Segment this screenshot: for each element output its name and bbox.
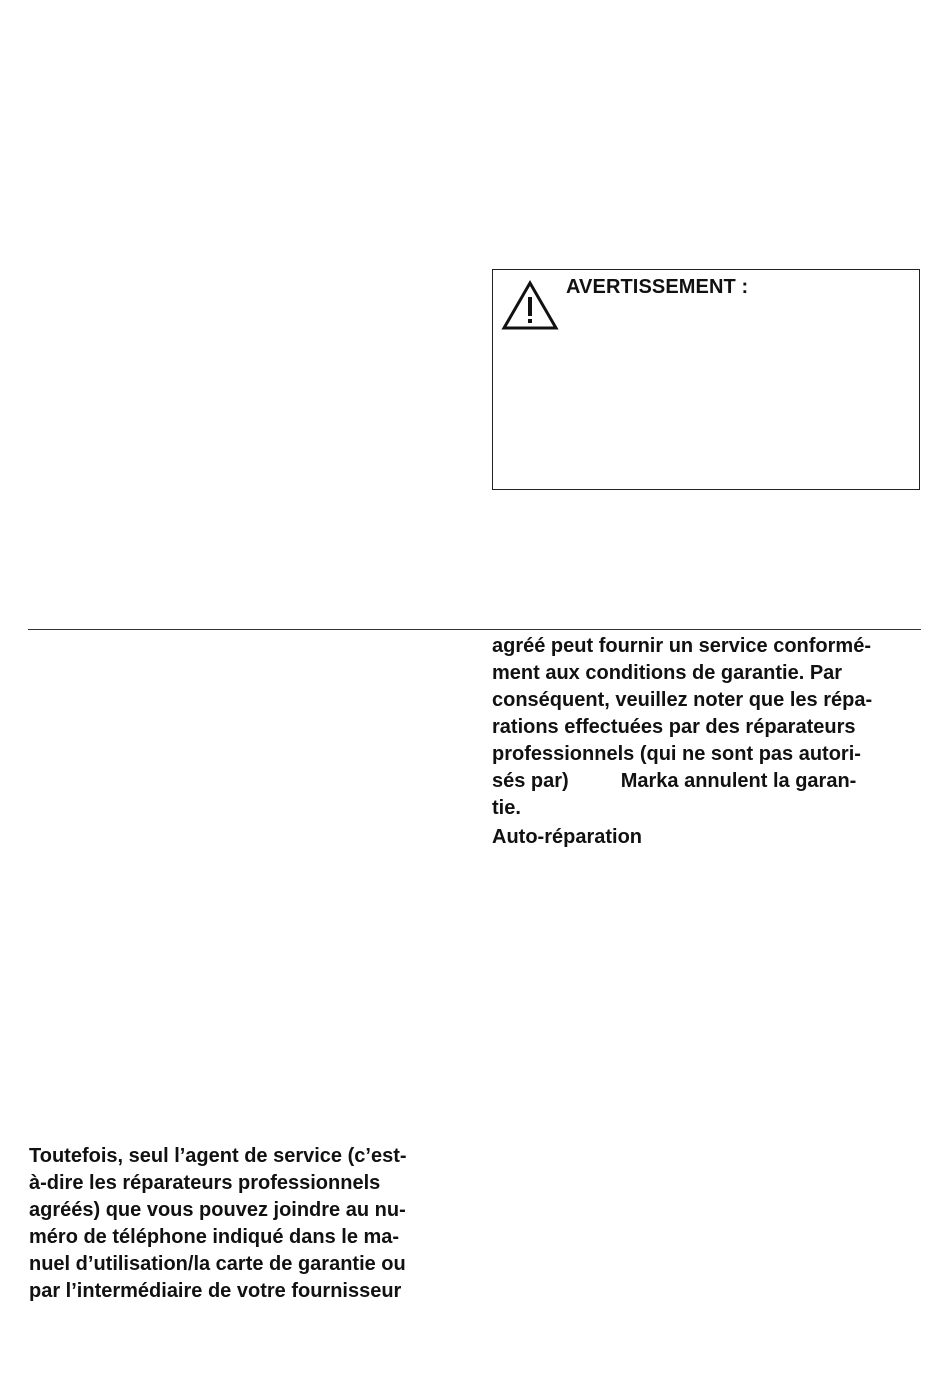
text-fragment: Marka annulent la garan- [620, 770, 857, 792]
text-fragment: sés par) [492, 770, 569, 792]
text-line: tie. [492, 797, 521, 819]
text-line: rations effectuées par des réparateurs [492, 716, 856, 738]
text-line: ment aux conditions de garantie. Par [492, 662, 843, 684]
warning-title: AVERTISSEMENT : [566, 276, 749, 298]
warning-box [492, 269, 920, 490]
warning-triangle-icon [501, 280, 559, 332]
text-line: nuel d’utilisation/la carte de garantie ou [29, 1253, 406, 1275]
text-line: agréés) que vous pouvez joindre au nu- [29, 1199, 406, 1221]
right-column-text [492, 633, 872, 851]
text-line [492, 768, 872, 795]
text-line: à-dire les réparateurs professionnels [29, 1172, 381, 1194]
text-line: conséquent, veuillez noter que les répa- [492, 689, 873, 711]
text-line: Toutefois, seul l’agent de service (c’est- [29, 1145, 407, 1167]
text-line: méro de téléphone indiqué dans le ma- [29, 1226, 400, 1248]
text-line: par l’intermédiaire de votre fournisseur [29, 1280, 402, 1302]
text-line: agréé peut fournir un service conformé- [492, 635, 871, 657]
left-column-text [29, 1143, 407, 1305]
section-divider [28, 629, 921, 630]
section-heading: Auto-réparation [492, 826, 642, 848]
text-line: professionnels (qui ne sont pas autori- [492, 743, 861, 765]
